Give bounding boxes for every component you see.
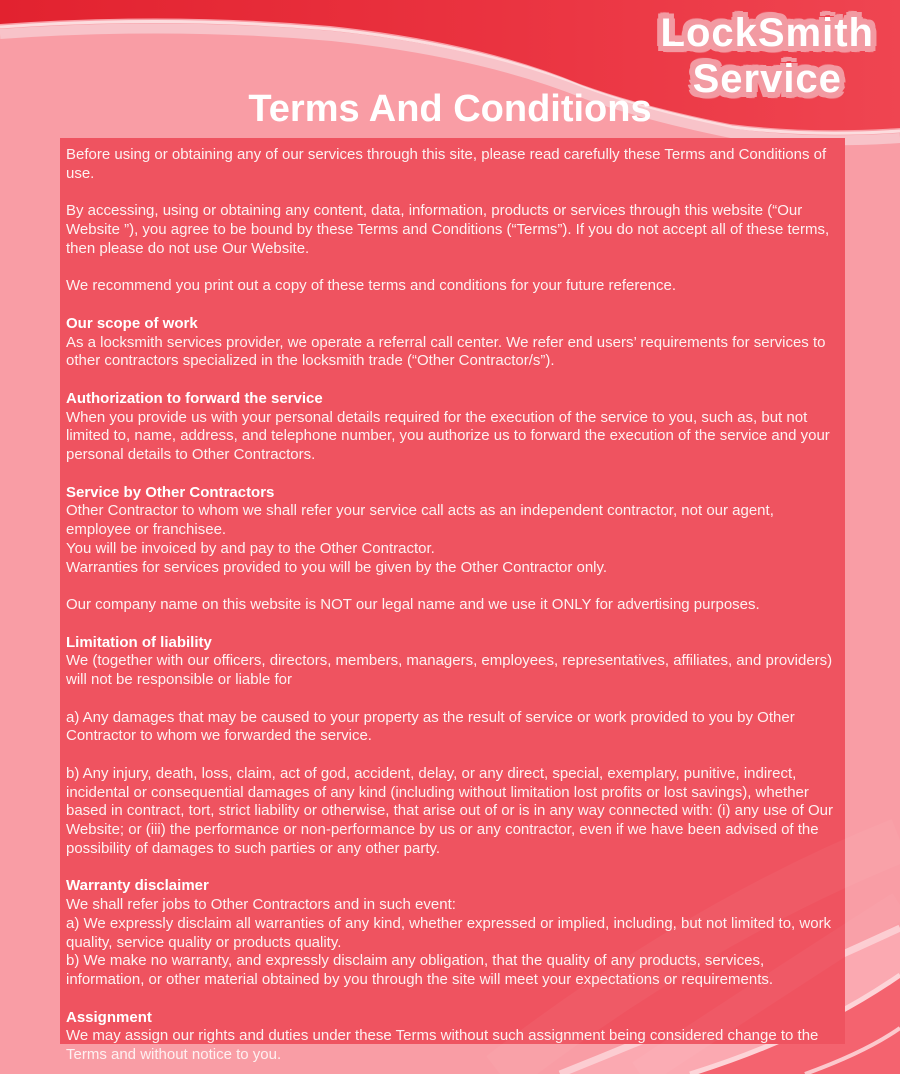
- paragraph-gap: [66, 746, 838, 765]
- terms-paragraph: You will be invoiced by and pay to the Other Contractor.: [66, 539, 435, 557]
- section-heading: Limitation of liability: [66, 633, 212, 651]
- section-heading: Service by Other Contractors: [66, 483, 275, 501]
- terms-paragraph: As a locksmith services provider, we operate a referral call center. We refer end users’ requirements for services to other contractors specialized in the locksmith trade (“Other Contractor/s”).: [66, 333, 826, 370]
- terms-paragraph: a) We expressly disclaim all warranties of any kind, whether expressed or implied, including, but not limited to, work quality, service quality or products quality.: [66, 914, 832, 951]
- site-logo-line2: Service: [692, 57, 842, 101]
- terms-paragraph: Other Contractor to whom we shall refer your service call acts as an independent contractor, not our agent, employee or franchisee.: [66, 502, 774, 538]
- terms-paragraph: We may assign our rights and duties under these Terms without such assignment being considered change to the Terms and without notice to you.: [66, 1027, 819, 1063]
- section-heading: Warranty disclaimer: [66, 877, 209, 895]
- paragraph-gap: [66, 371, 838, 390]
- page-title: Terms And Conditions: [248, 88, 652, 130]
- terms-paragraph: We (together with our officers, directors, members, managers, employees, representatives, affiliates, and providers) will not be responsible or liable for: [66, 652, 833, 688]
- terms-paragraph: b) We make no warranty, and expressly disclaim any obligation, that the quality of any products, services, information, or other material obtained by you through the site will meet your expectations or requirements.: [66, 952, 774, 988]
- paragraph-gap: [66, 577, 838, 596]
- paragraph-gap: [66, 296, 838, 315]
- terms-paragraph: Before using or obtaining any of our services through this site, please read carefully these Terms and Conditions of use.: [66, 146, 827, 182]
- paragraph-gap: [66, 859, 838, 878]
- section-heading: Authorization to forward the service: [66, 389, 323, 407]
- paragraph-gap: [66, 259, 838, 278]
- terms-paragraph: We recommend you print out a copy of these terms and conditions for your future reference.: [66, 277, 677, 295]
- paragraph-gap: [66, 990, 838, 1009]
- terms-paragraph: By accessing, using or obtaining any content, data, information, products or services through this website (“Our Website ”), you agree to be bound by these Terms and Conditions (“Terms”). If you do not accept all of these terms, then please do not use Our Website.: [66, 202, 830, 257]
- section-heading: Our scope of work: [66, 314, 198, 332]
- terms-panel: [60, 138, 845, 1063]
- site-logo-line1: LockSmith: [660, 11, 874, 55]
- terms-paragraph: Our company name on this website is NOT our legal name and we use it ONLY for advertising purposes.: [66, 596, 760, 613]
- terms-paragraph: We shall refer jobs to Other Contractors and in such event:: [66, 896, 456, 913]
- paragraph-gap: [66, 465, 838, 484]
- paragraph-gap: [66, 184, 838, 203]
- terms-paragraph: Warranties for services provided to you will be given by the Other Contractor only.: [66, 558, 608, 576]
- terms-paragraph: b) Any injury, death, loss, claim, act of god, accident, delay, or any direct, special, exemplary, punitive, indirect, incidental or consequential damages of any kind (including without limitation lost profits or lost savings), whether based in contract, tort, strict liability or otherwise, that arise out of or is in any way connected with: (i) any use of Our Website; or (iii) the performance or non-performance by us or any contractor, even if we have been advised of the possibility of damages to such parties or any other party.: [66, 764, 834, 857]
- paragraph-gap: [66, 690, 838, 709]
- paragraph-gap: [66, 615, 838, 634]
- section-heading: Assignment: [66, 1008, 152, 1026]
- terms-paragraph: When you provide us with your personal details required for the execution of the service to you, such as, but not limited to, name, address, and telephone number, you authorize us to forward the execution of the service and your personal details to Other Contractors.: [66, 408, 830, 463]
- terms-paragraph: a) Any damages that may be caused to your property as the result of service or work provided to you by Other Contractor to whom we forwarded the service.: [66, 708, 795, 745]
- terms-blocks: [66, 146, 838, 1065]
